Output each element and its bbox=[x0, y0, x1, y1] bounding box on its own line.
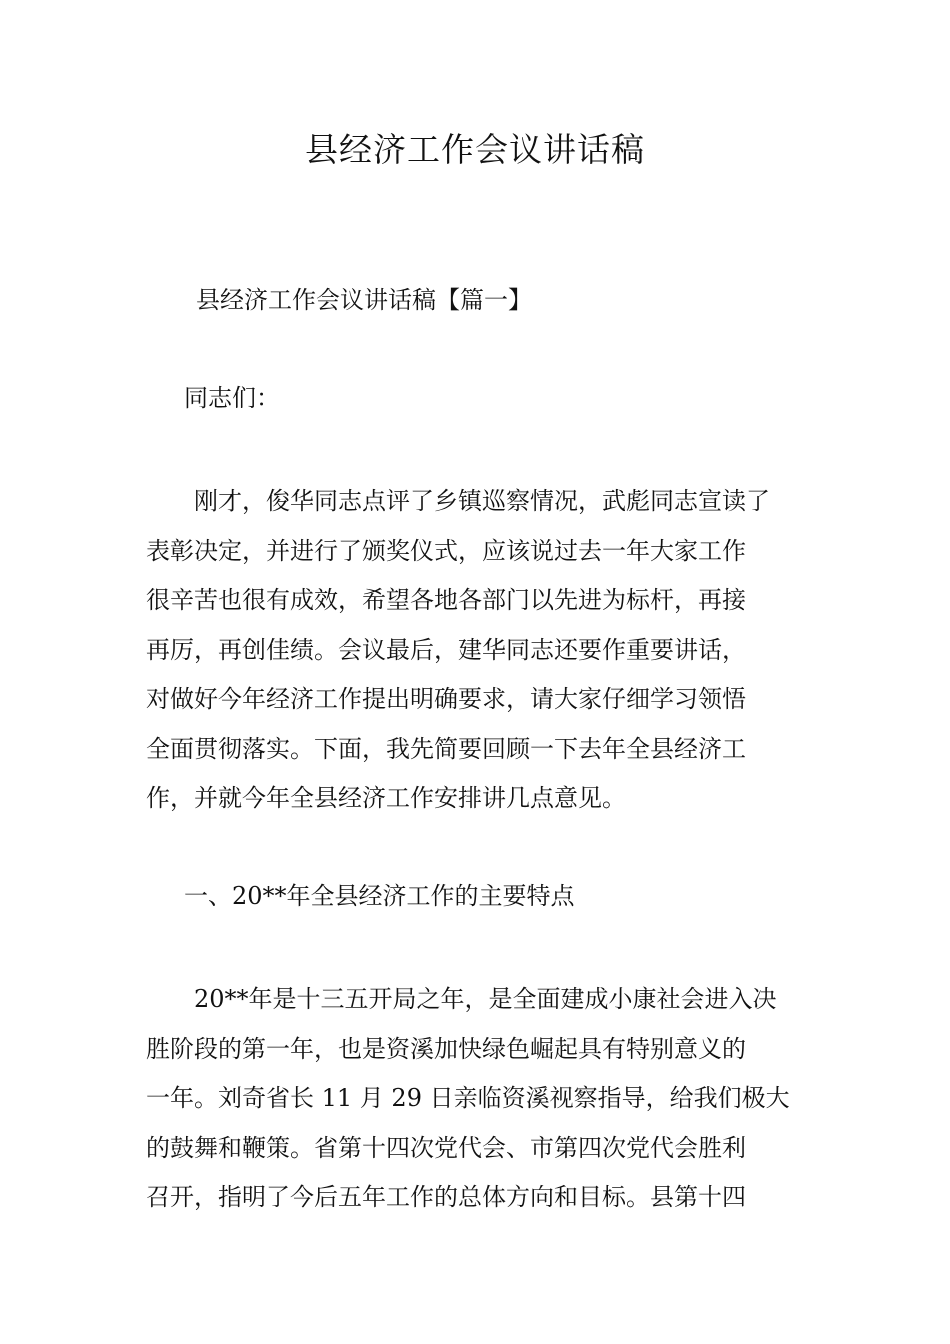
section-subheading: 县经济工作会议讲话稿【篇一】 bbox=[196, 286, 532, 314]
paragraph-line: 胜阶段的第一年，也是资溪加快绿色崛起具有特别意义的 bbox=[146, 1034, 746, 1063]
paragraph-line: 刚才，俊华同志点评了乡镇巡察情况，武彪同志宣读了 bbox=[146, 487, 770, 515]
paragraph-line: 召开，指明了今后五年工作的总体方向和目标。县第十四 bbox=[146, 1183, 746, 1211]
paragraph-line: 对做好今年经济工作提出明确要求，请大家仔细学习领悟 bbox=[146, 685, 746, 713]
paragraph-line: 表彰决定，并进行了颁奖仪式，应该说过去一年大家工作 bbox=[146, 536, 746, 565]
paragraph-opening bbox=[146, 477, 810, 824]
paragraph-line: 20**年是十三五开局之年，是全面建成小康社会进入决 bbox=[146, 985, 777, 1013]
paragraph-line: 很辛苦也很有成效，希望各地各部门以先进为标杆，再接 bbox=[146, 586, 746, 614]
section-heading: 一、20**年全县经济工作的主要特点 bbox=[184, 882, 575, 910]
paragraph-line: 再厉，再创佳绩。会议最后，建华同志还要作重要讲话， bbox=[146, 635, 746, 664]
paragraph-line: 全面贯彻落实。下面，我先简要回顾一下去年全县经济工 bbox=[146, 734, 746, 763]
paragraph-line: 的鼓舞和鞭策。省第十四次党代会、市第四次党代会胜利 bbox=[146, 1133, 746, 1162]
document-title: 县经济工作会议讲话稿 bbox=[305, 130, 645, 169]
paragraph-review bbox=[146, 975, 810, 1223]
paragraph-line: 一年。刘奇省长 11 月 29 日亲临资溪视察指导，给我们极大 bbox=[146, 1084, 790, 1112]
salutation: 同志们： bbox=[184, 384, 280, 412]
paragraph-line: 作，并就今年全县经济工作安排讲几点意见。 bbox=[146, 784, 626, 812]
